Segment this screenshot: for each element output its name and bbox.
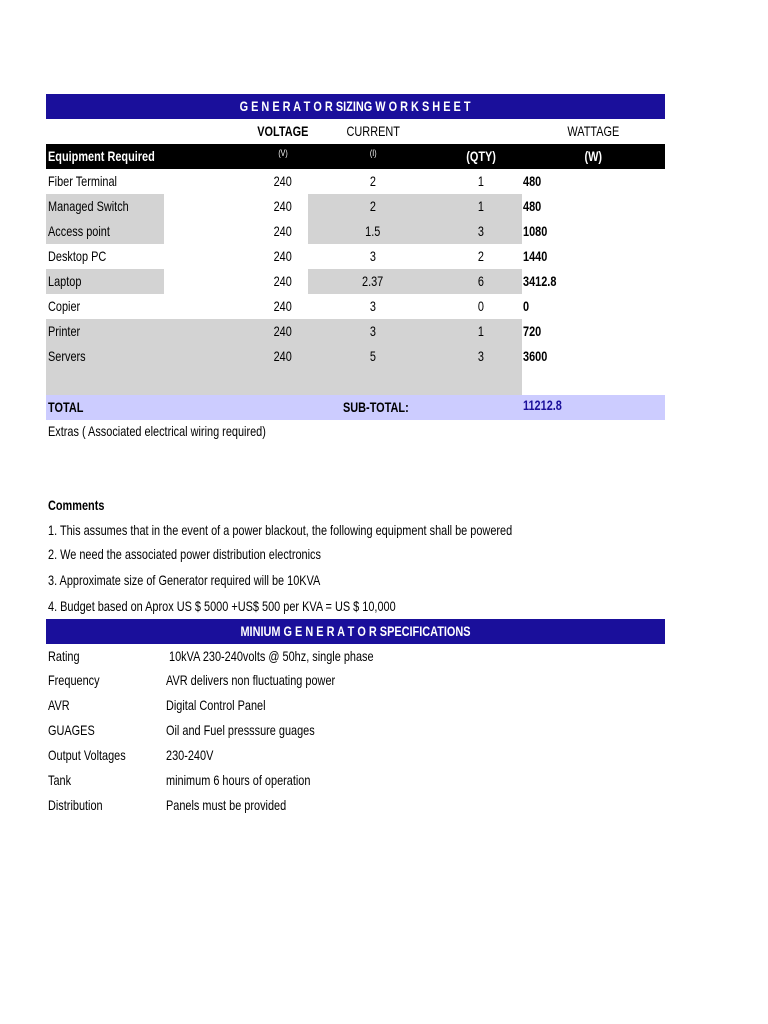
spec-value: Digital Control Panel bbox=[166, 697, 266, 713]
spec-value: 10kVA 230-240volts @ 50hz, single phase bbox=[166, 648, 374, 664]
table-row bbox=[46, 319, 665, 344]
comment-item: 3. Approximate size of Generator required will be 10KVA bbox=[48, 572, 321, 588]
qty-value: 6 bbox=[477, 273, 485, 289]
wattage-value: 3412.8 bbox=[523, 273, 557, 289]
comment-item: 4. Budget based on Aprox US $ 5000 +US$ 500 per KVA = US $ 10,000 bbox=[48, 598, 396, 614]
voltage-unit: (V) bbox=[277, 148, 288, 158]
spec-label: Output Voltages bbox=[48, 747, 126, 763]
equipment-name: Access point bbox=[48, 223, 110, 239]
spec-value: Panels must be provided bbox=[166, 797, 287, 813]
wattage-value: 0 bbox=[523, 298, 530, 314]
spec-value: AVR delivers non fluctuating power bbox=[166, 672, 336, 688]
spacer-row bbox=[46, 369, 665, 395]
equipment-name: Managed Switch bbox=[48, 198, 129, 214]
equipment-name: Copier bbox=[48, 298, 81, 314]
current-unit: (I) bbox=[369, 148, 377, 158]
total-label: TOTAL bbox=[48, 399, 84, 415]
equipment-name: Desktop PC bbox=[48, 248, 107, 264]
current-value: 2 bbox=[369, 173, 377, 189]
qty-value: 2 bbox=[477, 248, 485, 264]
extras-note: Extras ( Associated electrical wiring required) bbox=[48, 423, 266, 439]
voltage-value: 240 bbox=[273, 323, 292, 339]
equipment-name: Laptop bbox=[48, 273, 82, 289]
voltage-value: 240 bbox=[273, 173, 292, 189]
equipment-required-header: Equipment Required bbox=[48, 148, 155, 164]
voltage-value: 240 bbox=[273, 348, 292, 364]
spec-label: Rating bbox=[48, 648, 80, 664]
spec-value: Oil and Fuel presssure guages bbox=[166, 722, 315, 738]
total-value: 11212.8 bbox=[523, 397, 562, 413]
spec-label: Distribution bbox=[48, 797, 103, 813]
spec-value: minimum 6 hours of operation bbox=[166, 772, 311, 788]
current-value: 2.37 bbox=[362, 273, 384, 289]
total-row bbox=[46, 395, 665, 420]
table-row bbox=[46, 219, 665, 244]
table-row bbox=[46, 244, 665, 269]
wattage-value: 480 bbox=[523, 173, 542, 189]
spec-value: 230-240V bbox=[166, 747, 214, 763]
voltage-value: 240 bbox=[273, 248, 292, 264]
qty-value: 1 bbox=[477, 198, 485, 214]
comments-heading: Comments bbox=[48, 497, 105, 513]
qty-header: (QTY) bbox=[466, 148, 496, 164]
equipment-name: Printer bbox=[48, 323, 81, 339]
wattage-value: 3600 bbox=[523, 348, 548, 364]
table-row bbox=[46, 344, 665, 369]
current-value: 1.5 bbox=[365, 223, 381, 239]
table-row bbox=[46, 169, 665, 194]
current-header: CURRENT bbox=[346, 123, 400, 139]
voltage-value: 240 bbox=[273, 198, 292, 214]
spec-label: GUAGES bbox=[48, 722, 95, 738]
qty-value: 3 bbox=[477, 223, 485, 239]
spec-title bbox=[46, 619, 665, 644]
wattage-value: 1080 bbox=[523, 223, 548, 239]
qty-value: 1 bbox=[477, 323, 485, 339]
comment-item: 1. This assumes that in the event of a power blackout, the following equipment shall be powered bbox=[48, 522, 513, 538]
table-row bbox=[46, 194, 665, 219]
wattage-header: WATTAGE bbox=[567, 123, 620, 139]
qty-value: 1 bbox=[477, 173, 485, 189]
wattage-value: 1440 bbox=[523, 248, 548, 264]
current-value: 3 bbox=[369, 323, 377, 339]
voltage-header: VOLTAGE bbox=[256, 123, 309, 139]
qty-value: 0 bbox=[477, 298, 485, 314]
spec-label: Frequency bbox=[48, 672, 100, 688]
spec-label: AVR bbox=[48, 697, 70, 713]
current-value: 5 bbox=[369, 348, 377, 364]
header-row-2 bbox=[46, 144, 665, 169]
current-value: 3 bbox=[369, 248, 377, 264]
current-value: 3 bbox=[369, 298, 377, 314]
equipment-name: Fiber Terminal bbox=[48, 173, 117, 189]
spec-title-text: MINIUM G E N E R A T O R SPECIFICATIONS bbox=[240, 623, 471, 639]
worksheet-title bbox=[46, 94, 665, 119]
wattage-value: 720 bbox=[523, 323, 542, 339]
current-value: 2 bbox=[369, 198, 377, 214]
subtotal-label: SUB-TOTAL: bbox=[343, 399, 409, 415]
wattage-value: 480 bbox=[523, 198, 542, 214]
table-row bbox=[46, 294, 665, 319]
comment-item: 2. We need the associated power distribution electronics bbox=[48, 546, 321, 562]
table-row bbox=[46, 269, 665, 294]
spec-label: Tank bbox=[48, 772, 72, 788]
watt-unit: (W) bbox=[584, 148, 603, 164]
equipment-name: Servers bbox=[48, 348, 86, 364]
voltage-value: 240 bbox=[273, 223, 292, 239]
voltage-value: 240 bbox=[273, 273, 292, 289]
qty-value: 3 bbox=[477, 348, 485, 364]
worksheet-title-text: G E N E R A T O R SIZING W O R K S H E E T bbox=[240, 98, 471, 114]
voltage-value: 240 bbox=[273, 298, 292, 314]
header-row-1 bbox=[46, 119, 665, 144]
